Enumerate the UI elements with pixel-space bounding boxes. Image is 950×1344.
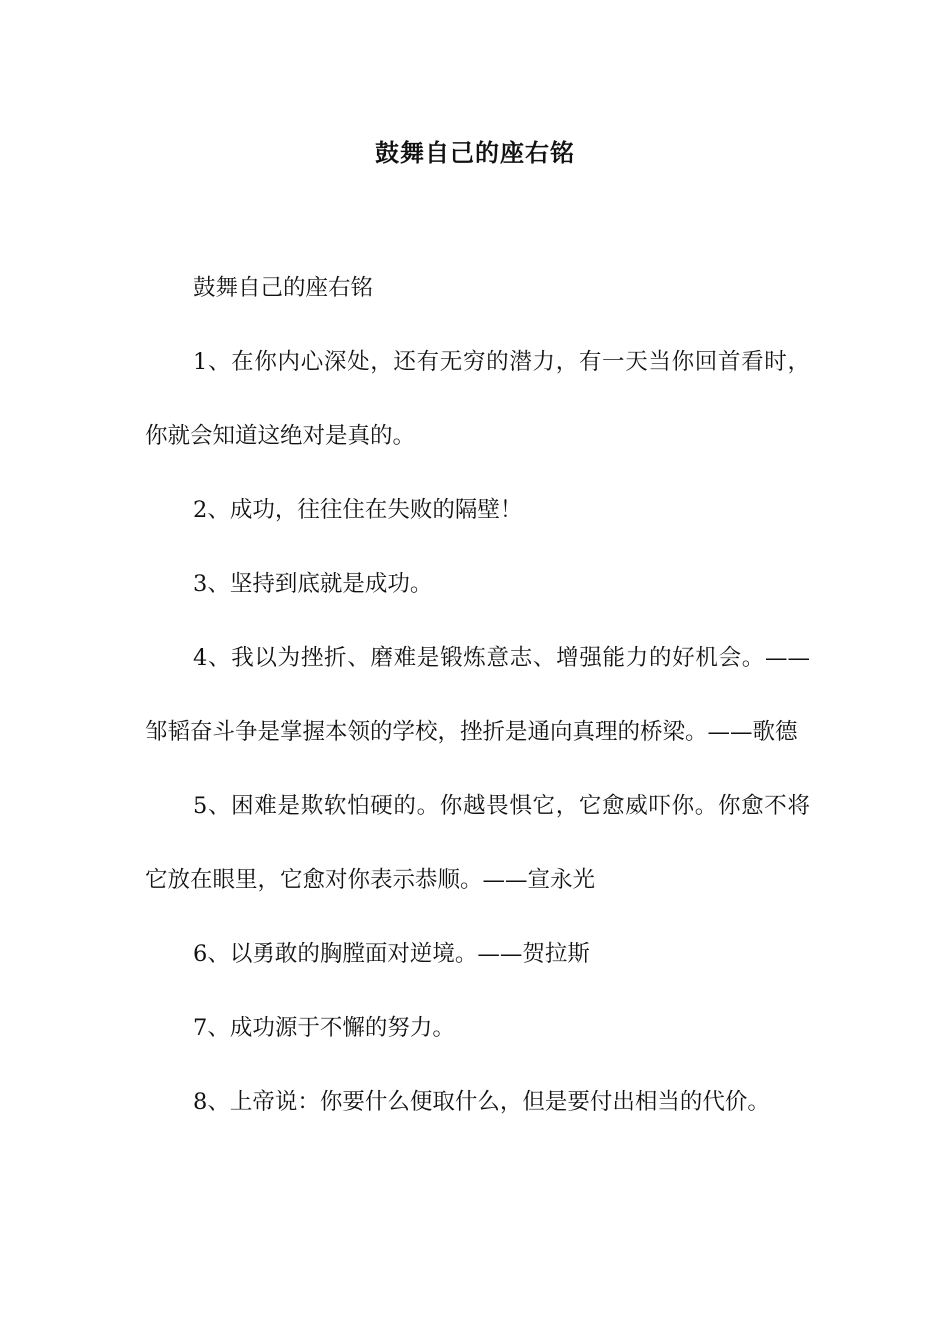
- paragraph-7: 7、成功源于不懈的努力。: [193, 1015, 455, 1041]
- paragraph-4: 4、我以为挫折、磨难是锻炼意志、增强能力的好机会。——邹韬奋斗争是掌握本领的学校，挫折是通向真理的桥梁。——歌德: [145, 645, 810, 745]
- document-title: 鼓舞自己的座右铭: [375, 138, 575, 167]
- document-body: [145, 251, 810, 1139]
- paragraph-8: 8、上帝说：你要什么便取什么，但是要付出相当的代价。: [193, 1089, 770, 1115]
- paragraph-6: 6、以勇敢的胸膛面对逆境。——贺拉斯: [193, 941, 590, 967]
- paragraph-2: 2、成功，往往住在失败的隔壁！: [193, 497, 523, 523]
- paragraph-3: 3、坚持到底就是成功。: [193, 571, 433, 597]
- paragraph-1: 1、在你内心深处，还有无穷的潜力，有一天当你回首看时，你就会知道这绝对是真的。: [145, 349, 810, 449]
- paragraph-subtitle: 鼓舞自己的座右铭: [193, 275, 374, 301]
- paragraph-5: 5、困难是欺软怕硬的。你越畏惧它，它愈威吓你。你愈不将它放在眼里，它愈对你表示恭顺。——宣永光: [145, 793, 810, 893]
